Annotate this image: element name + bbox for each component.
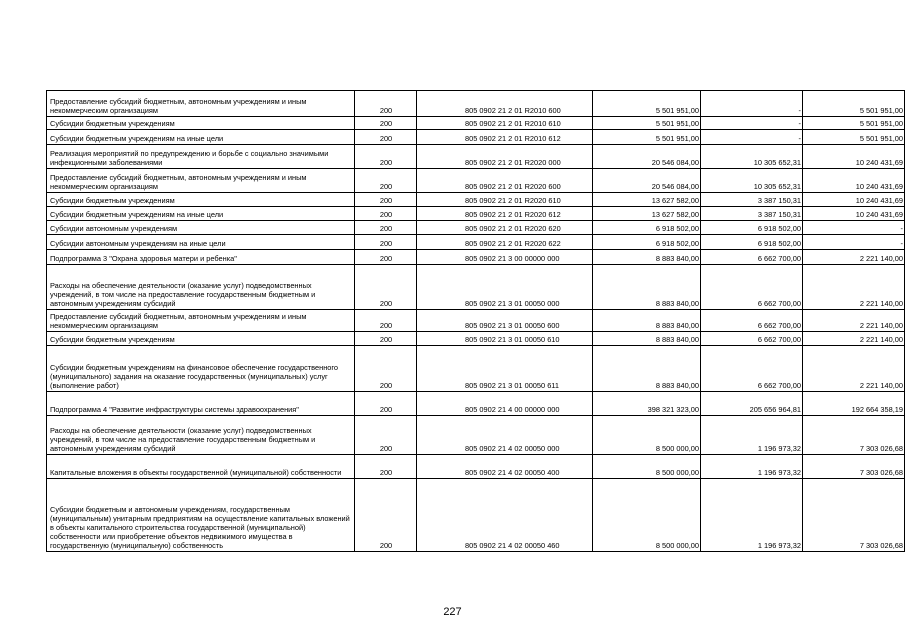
row-approved-amount-cell: 5 501 951,00 bbox=[593, 91, 701, 117]
row-code-cell: 200 bbox=[355, 91, 417, 117]
row-approved-amount-cell: 5 501 951,00 bbox=[593, 130, 701, 145]
table-row bbox=[47, 117, 905, 130]
row-code-cell: 200 bbox=[355, 235, 417, 250]
row-code-cell: 200 bbox=[355, 346, 417, 392]
row-remaining-amount-cell: 2 221 140,00 bbox=[803, 250, 905, 265]
table-row bbox=[47, 265, 905, 310]
row-name-cell: Субсидии автономным учреждениям bbox=[47, 221, 355, 235]
table-row bbox=[47, 235, 905, 250]
row-code-cell: 200 bbox=[355, 221, 417, 235]
row-remaining-amount-cell: 5 501 951,00 bbox=[803, 130, 905, 145]
row-approved-amount-cell: 13 627 582,00 bbox=[593, 207, 701, 221]
row-executed-amount-cell: 6 662 700,00 bbox=[701, 250, 803, 265]
table-row bbox=[47, 332, 905, 346]
row-code-cell: 200 bbox=[355, 455, 417, 479]
row-remaining-amount-cell: 7 303 026,68 bbox=[803, 416, 905, 455]
row-remaining-amount-cell: 5 501 951,00 bbox=[803, 91, 905, 117]
row-approved-amount-cell: 8 883 840,00 bbox=[593, 346, 701, 392]
table-body bbox=[47, 91, 905, 552]
row-executed-amount-cell: 205 656 964,81 bbox=[701, 392, 803, 416]
row-name-cell: Субсидии автономным учреждениям на иные цели bbox=[47, 235, 355, 250]
row-classification-code-cell: 805 0902 21 2 01 R2020 000 bbox=[417, 145, 593, 169]
row-approved-amount-cell: 8 883 840,00 bbox=[593, 265, 701, 310]
table-row bbox=[47, 130, 905, 145]
table-row bbox=[47, 346, 905, 392]
table-row bbox=[47, 221, 905, 235]
row-executed-amount-cell: 1 196 973,32 bbox=[701, 416, 803, 455]
row-code-cell: 200 bbox=[355, 265, 417, 310]
row-name-cell: Предоставление субсидий бюджетным, автономным учреждениям и иным некоммерческим организациям bbox=[47, 310, 355, 332]
row-name-cell: Подпрограмма 3 "Охрана здоровья матери и ребенка" bbox=[47, 250, 355, 265]
row-executed-amount-cell: 1 196 973,32 bbox=[701, 455, 803, 479]
row-classification-code-cell: 805 0902 21 4 00 00000 000 bbox=[417, 392, 593, 416]
row-approved-amount-cell: 6 918 502,00 bbox=[593, 221, 701, 235]
budget-execution-table bbox=[46, 90, 905, 552]
table-row bbox=[47, 145, 905, 169]
row-approved-amount-cell: 20 546 084,00 bbox=[593, 169, 701, 193]
row-executed-amount-cell: - bbox=[701, 91, 803, 117]
row-classification-code-cell: 805 0902 21 3 00 00000 000 bbox=[417, 250, 593, 265]
row-remaining-amount-cell: 2 221 140,00 bbox=[803, 332, 905, 346]
row-approved-amount-cell: 8 883 840,00 bbox=[593, 332, 701, 346]
row-remaining-amount-cell: 2 221 140,00 bbox=[803, 310, 905, 332]
row-executed-amount-cell: 6 662 700,00 bbox=[701, 265, 803, 310]
row-classification-code-cell: 805 0902 21 2 01 R2010 600 bbox=[417, 91, 593, 117]
row-approved-amount-cell: 8 500 000,00 bbox=[593, 479, 701, 552]
row-remaining-amount-cell: - bbox=[803, 235, 905, 250]
row-approved-amount-cell: 8 500 000,00 bbox=[593, 455, 701, 479]
row-executed-amount-cell: 6 662 700,00 bbox=[701, 346, 803, 392]
row-approved-amount-cell: 8 500 000,00 bbox=[593, 416, 701, 455]
row-remaining-amount-cell: 2 221 140,00 bbox=[803, 346, 905, 392]
row-code-cell: 200 bbox=[355, 130, 417, 145]
table-row bbox=[47, 250, 905, 265]
row-name-cell: Предоставление субсидий бюджетным, автономным учреждениям и иным некоммерческим организациям bbox=[47, 91, 355, 117]
row-code-cell: 200 bbox=[355, 117, 417, 130]
row-classification-code-cell: 805 0902 21 4 02 00050 000 bbox=[417, 416, 593, 455]
row-name-cell: Субсидии бюджетным учреждениям на иные цели bbox=[47, 207, 355, 221]
row-code-cell: 200 bbox=[355, 479, 417, 552]
row-name-cell: Расходы на обеспечение деятельности (оказание услуг) подведомственных учреждений, в том числе на предоставление государственным бюджетным и автономным учреждениям субсидий bbox=[47, 416, 355, 455]
row-classification-code-cell: 805 0902 21 4 02 00050 460 bbox=[417, 479, 593, 552]
row-name-cell: Субсидии бюджетным и автономным учреждениям, государственным (муниципальным) унитарным предприятиям на осуществление капитальных вложений в объекты капитального строительства государственной (муниципальной) собственности или приобретение объектов недвижимого имущества в государственную (муниципальную) собственность bbox=[47, 479, 355, 552]
table-row bbox=[47, 207, 905, 221]
table-row bbox=[47, 91, 905, 117]
row-remaining-amount-cell: 2 221 140,00 bbox=[803, 265, 905, 310]
row-executed-amount-cell: 10 305 652,31 bbox=[701, 169, 803, 193]
row-code-cell: 200 bbox=[355, 169, 417, 193]
row-executed-amount-cell: 1 196 973,32 bbox=[701, 479, 803, 552]
row-remaining-amount-cell: 7 303 026,68 bbox=[803, 479, 905, 552]
row-classification-code-cell: 805 0902 21 3 01 00050 611 bbox=[417, 346, 593, 392]
row-approved-amount-cell: 5 501 951,00 bbox=[593, 117, 701, 130]
row-name-cell: Субсидии бюджетным учреждениям bbox=[47, 332, 355, 346]
page-number: 227 bbox=[443, 606, 462, 618]
row-name-cell: Капитальные вложения в объекты государственной (муниципальной) собственности bbox=[47, 455, 355, 479]
row-remaining-amount-cell: 7 303 026,68 bbox=[803, 455, 905, 479]
table-row bbox=[47, 416, 905, 455]
row-name-cell: Расходы на обеспечение деятельности (оказание услуг) подведомственных учреждений, в том числе на предоставление государственным бюджетным и автономным учреждениям субсидий bbox=[47, 265, 355, 310]
row-executed-amount-cell: - bbox=[701, 130, 803, 145]
row-executed-amount-cell: 6 918 502,00 bbox=[701, 235, 803, 250]
row-executed-amount-cell: 10 305 652,31 bbox=[701, 145, 803, 169]
table-row bbox=[47, 392, 905, 416]
table-row bbox=[47, 169, 905, 193]
row-classification-code-cell: 805 0902 21 3 01 00050 600 bbox=[417, 310, 593, 332]
row-approved-amount-cell: 8 883 840,00 bbox=[593, 250, 701, 265]
row-executed-amount-cell: - bbox=[701, 117, 803, 130]
row-classification-code-cell: 805 0902 21 2 01 R2020 620 bbox=[417, 221, 593, 235]
row-name-cell: Подпрограмма 4 "Развитие инфраструктуры системы здравоохранения" bbox=[47, 392, 355, 416]
row-classification-code-cell: 805 0902 21 2 01 R2010 610 bbox=[417, 117, 593, 130]
row-classification-code-cell: 805 0902 21 2 01 R2020 622 bbox=[417, 235, 593, 250]
row-remaining-amount-cell: 10 240 431,69 bbox=[803, 193, 905, 207]
row-classification-code-cell: 805 0902 21 2 01 R2020 600 bbox=[417, 169, 593, 193]
row-remaining-amount-cell: 10 240 431,69 bbox=[803, 169, 905, 193]
row-name-cell: Субсидии бюджетным учреждениям на иные цели bbox=[47, 130, 355, 145]
row-classification-code-cell: 805 0902 21 3 01 00050 610 bbox=[417, 332, 593, 346]
table-row bbox=[47, 479, 905, 552]
row-classification-code-cell: 805 0902 21 2 01 R2020 610 bbox=[417, 193, 593, 207]
row-approved-amount-cell: 13 627 582,00 bbox=[593, 193, 701, 207]
row-approved-amount-cell: 6 918 502,00 bbox=[593, 235, 701, 250]
row-name-cell: Субсидии бюджетным учреждениям bbox=[47, 117, 355, 130]
row-executed-amount-cell: 3 387 150,31 bbox=[701, 207, 803, 221]
row-remaining-amount-cell: 10 240 431,69 bbox=[803, 207, 905, 221]
row-remaining-amount-cell: 10 240 431,69 bbox=[803, 145, 905, 169]
table-row bbox=[47, 193, 905, 207]
row-classification-code-cell: 805 0902 21 2 01 R2020 612 bbox=[417, 207, 593, 221]
row-name-cell: Субсидии бюджетным учреждениям на финансовое обеспечение государственного (муниципального) задания на оказание государственных (муниципальных) услуг (выполнение работ) bbox=[47, 346, 355, 392]
row-classification-code-cell: 805 0902 21 3 01 00050 000 bbox=[417, 265, 593, 310]
row-code-cell: 200 bbox=[355, 145, 417, 169]
row-executed-amount-cell: 3 387 150,31 bbox=[701, 193, 803, 207]
row-code-cell: 200 bbox=[355, 207, 417, 221]
row-name-cell: Реализация мероприятий по предупреждению и борьбе с социально значимыми инфекционными заболеваниями bbox=[47, 145, 355, 169]
table-row bbox=[47, 310, 905, 332]
row-approved-amount-cell: 8 883 840,00 bbox=[593, 310, 701, 332]
row-classification-code-cell: 805 0902 21 2 01 R2010 612 bbox=[417, 130, 593, 145]
row-code-cell: 200 bbox=[355, 250, 417, 265]
row-classification-code-cell: 805 0902 21 4 02 00050 400 bbox=[417, 455, 593, 479]
row-code-cell: 200 bbox=[355, 416, 417, 455]
table-row bbox=[47, 455, 905, 479]
row-code-cell: 200 bbox=[355, 392, 417, 416]
row-executed-amount-cell: 6 662 700,00 bbox=[701, 310, 803, 332]
row-approved-amount-cell: 398 321 323,00 bbox=[593, 392, 701, 416]
row-remaining-amount-cell: - bbox=[803, 221, 905, 235]
row-code-cell: 200 bbox=[355, 193, 417, 207]
row-name-cell: Предоставление субсидий бюджетным, автономным учреждениям и иным некоммерческим организациям bbox=[47, 169, 355, 193]
row-name-cell: Субсидии бюджетным учреждениям bbox=[47, 193, 355, 207]
row-approved-amount-cell: 20 546 084,00 bbox=[593, 145, 701, 169]
row-executed-amount-cell: 6 662 700,00 bbox=[701, 332, 803, 346]
row-code-cell: 200 bbox=[355, 310, 417, 332]
row-remaining-amount-cell: 5 501 951,00 bbox=[803, 117, 905, 130]
row-executed-amount-cell: 6 918 502,00 bbox=[701, 221, 803, 235]
row-code-cell: 200 bbox=[355, 332, 417, 346]
row-remaining-amount-cell: 192 664 358,19 bbox=[803, 392, 905, 416]
